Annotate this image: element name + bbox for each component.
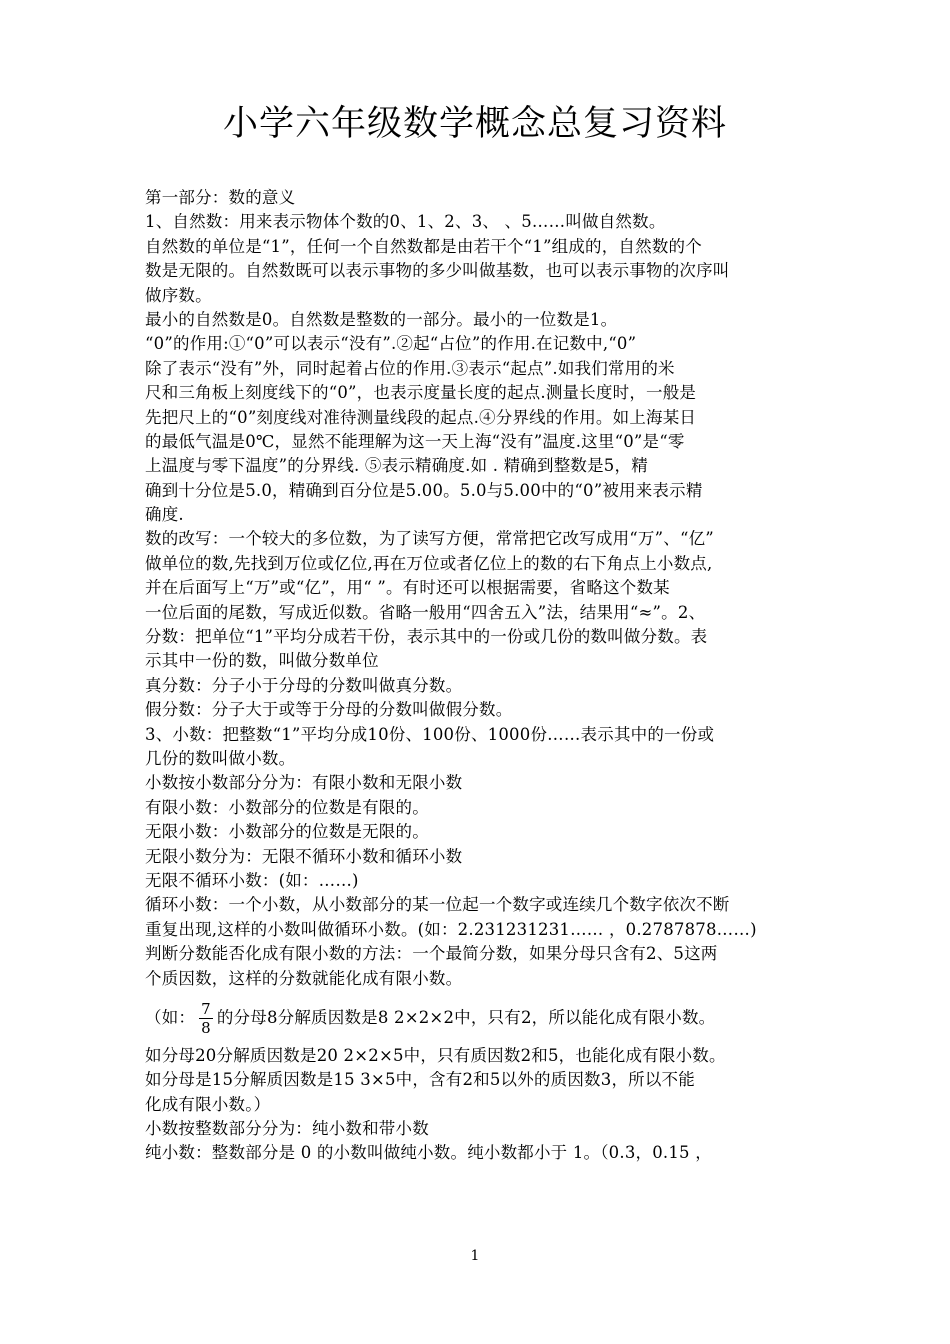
- text-line: 纯小数：整数部分是 0 的小数叫做纯小数。纯小数都小于 1。（0.3，0.15 ，: [145, 1143, 712, 1163]
- text-line: 上温度与零下温度”的分界线. ⑤表示精确度.如 . 精确到整数是5，精: [145, 456, 648, 476]
- text-line: 无限小数：小数部分的位数是无限的。: [145, 822, 429, 842]
- text-line: 化成有限小数。）: [145, 1094, 271, 1114]
- fraction-suffix: 的分母8分解质因数是8 2×2×2中，只有2，所以能化成有限小数。: [216, 1007, 716, 1027]
- text-line: “0”的作用:①“0”可以表示“没有”.②起“占位”的作用.在记数中,“0”: [145, 334, 637, 354]
- text-line: 无限小数分为：无限不循环小数和循环小数: [145, 846, 463, 866]
- text-line: 小数按整数部分分为：纯小数和带小数: [145, 1119, 429, 1139]
- text-line: 几份的数叫做小数。: [145, 748, 296, 768]
- fraction-prefix: （如：: [145, 1007, 196, 1027]
- page-number: 1: [470, 1248, 480, 1264]
- text-line: 一位后面的尾数，写成近似数。省略一般用“四舍五入”法，结果用“≈”。2、: [145, 602, 706, 622]
- text-line: 的最低气温是0℃，显然不能理解为这一天上海“没有”温度.这里“0”是“零: [145, 431, 685, 451]
- text-line: 确到十分位是5.0，精确到百分位是5.00。5.0与5.00中的“0”被用来表示精: [145, 480, 703, 500]
- text-line: 并在后面写上“万”或“亿”，用“ ”。有时还可以根据需要，省略这个数某: [145, 578, 670, 598]
- text-line: 数的改写：一个较大的多位数，为了读写方便，常常把它改写成用“万”、“亿”: [145, 529, 714, 549]
- text-line: 如分母是15分解质因数是15 3×5中，含有2和5以外的质因数3，所以不能: [145, 1070, 695, 1090]
- fraction-numerator: 7: [201, 999, 211, 1018]
- text-line: 数是无限的。自然数既可以表示事物的多少叫做基数，也可以表示事物的次序叫: [145, 261, 730, 281]
- document-title: 小学六年级数学概念总复习资料: [222, 104, 727, 144]
- text-line: 重复出现,这样的小数叫做循环小数。(如：2.231231231…… ，0.2787878……): [145, 919, 757, 939]
- text-line: 小数按小数部分分为：有限小数和无限小数: [145, 773, 463, 793]
- text-line: 假分数：分子大于或等于分母的分数叫做假分数。: [145, 700, 513, 720]
- text-line: 3、小数：把整数“1”平均分成10份、100份、1000份……表示其中的一份或: [145, 724, 715, 744]
- text-line: 如分母20分解质因数是20 2×2×5中，只有质因数2和5，也能化成有限小数。: [145, 1045, 726, 1065]
- text-line: 1、自然数：用来表示物体个数的0、1、2、3、 、5……叫做自然数。: [145, 212, 666, 232]
- text-line: 真分数：分子小于分母的分数叫做真分数。: [145, 675, 463, 695]
- text-line: 最小的自然数是0。自然数是整数的一部分。最小的一位数是1。: [145, 309, 618, 329]
- text-line: 做单位的数,先找到万位或亿位,再在万位或者亿位上的数的右下角点上小数点,: [145, 553, 713, 573]
- fraction: [199, 1000, 213, 1037]
- text-line: 自然数的单位是“1”，任何一个自然数都是由若干个“1”组成的，自然数的个: [145, 236, 702, 256]
- text-line: 做序数。: [145, 285, 212, 305]
- text-line: 个质因数，这样的分数就能化成有限小数。: [145, 968, 463, 988]
- text-line: 除了表示“没有”外，同时起着占位的作用.③表示“起点”.如我们常用的米: [145, 358, 675, 378]
- text-line: 判断分数能否化成有限小数的方法：一个最简分数，如果分母只含有2、5这两: [145, 944, 718, 964]
- text-line: 尺和三角板上刻度线下的“0”，也表示度量长度的起点.测量长度时，一般是: [145, 383, 697, 403]
- text-line: 分数：把单位“1”平均分成若干份，表示其中的一份或几份的数叫做分数。表: [145, 627, 708, 647]
- text-line: 循环小数：一个小数，从小数部分的某一位起一个数字或连续几个数字依次不断: [145, 895, 730, 915]
- text-line: 先把尺上的“0”刻度线对准待测量线段的起点.④分界线的作用。如上海某日: [145, 407, 697, 427]
- text-line: 无限不循环小数：(如：……): [145, 870, 359, 890]
- text-line: 确度.: [145, 505, 184, 525]
- document-body: [145, 186, 813, 1166]
- text-line: 示其中一份的数，叫做分数单位: [145, 651, 379, 671]
- text-line: 第一部分：数的意义: [145, 188, 296, 207]
- fraction-denominator: 8: [201, 1018, 211, 1037]
- text-line: 有限小数：小数部分的位数是有限的。: [145, 797, 429, 817]
- fraction-example-line: [145, 991, 813, 1044]
